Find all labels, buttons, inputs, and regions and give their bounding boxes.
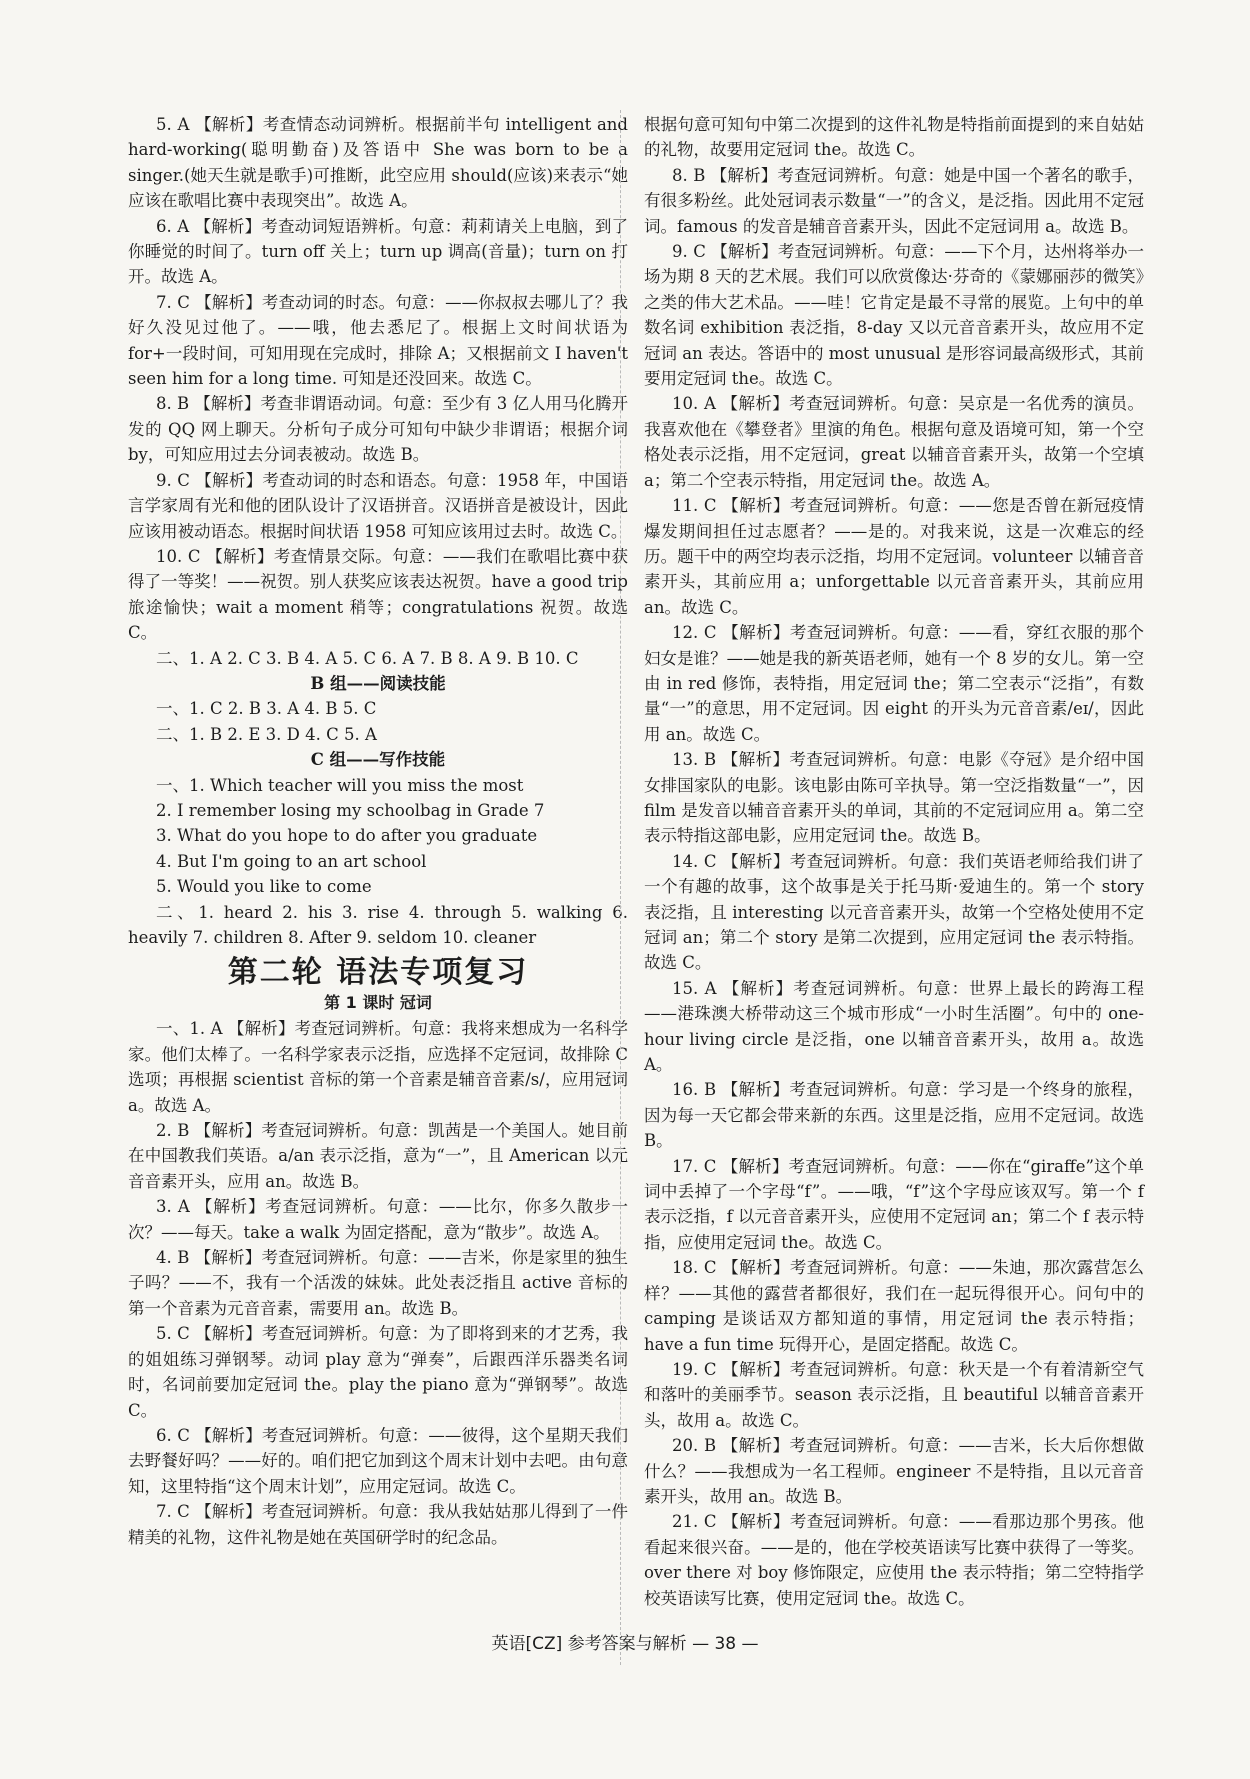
group-heading: C 组——写作技能 [310, 750, 446, 770]
answer-paragraph: 4. But I'm going to an art school [156, 851, 427, 871]
answer-paragraph: 一、1. A 【解析】考查冠词辨析。句意：我将来想成为一名科学家。他们太棒了。一名科学家表示泛指，应选择不定冠词，故排除 C 选项；再根据 scientist 音标的第一个音素是辅音音素/s/，应用冠词 a。故选 A。 [128, 1019, 628, 1115]
answer-paragraph: 9. C 【解析】考查冠词辨析。句意：——下个月，达州将举办一场为期 8 天的艺术展。我们可以欣赏像达·芬奇的《蒙娜丽莎的微笑》之类的伟大艺术品。——哇！它肯定是最不寻常的展览。上句中的单数名词 exhibition 表泛指，8-day 又以元音音素开头，故应用不定冠词 an 表达。答语中的 most unusual 是形容词最高级形式，其前要用定冠词 the。故选 C。 [644, 242, 1144, 389]
answer-paragraph: 4. B 【解析】考查冠词辨析。句意：——吉米，你是家里的独生子吗？——不，我有一个活泼的妹妹。此处表泛指且 active 音标的第一个音素为元音音素，需要用 an。故选 B。 [128, 1248, 628, 1318]
answer-paragraph: 2. I remember losing my schoolbag in Grade 7 [156, 800, 545, 820]
answer-paragraph: 二、1. A 2. C 3. B 4. A 5. C 6. A 7. B 8. A 9. B 10. C [156, 648, 579, 668]
answer-paragraph: 根据句意可知句中第二次提到的这件礼物是特指前面提到的来自姑姑的礼物，故要用定冠词 the。故选 C。 [644, 115, 1144, 160]
answer-paragraph: 15. A 【解析】考查冠词辨析。句意：世界上最长的跨海工程——港珠澳大桥带动这三个城市形成“一小时生活圈”。句中的 one-hour living circle 是泛指，one 以辅音音素开头，故用 a。故选 A。 [644, 978, 1144, 1075]
answer-paragraph: 10. C 【解析】考查情景交际。句意：——我们在歌唱比赛中获得了一等奖！——祝贺。别人获奖应该表达祝贺。have a good trip 旅途愉快；wait a moment 稍等；congratulations 祝贺。故选 C。 [128, 546, 628, 643]
answer-paragraph: 10. A 【解析】考查冠词辨析。句意：吴京是一名优秀的演员。我喜欢他在《攀登者》里演的角色。根据句意及语境可知，第一个空格处表示泛指，用不定冠词，great 以辅音音素开头，故第一个空填 a；第二个空表示特指，用定冠词 the。故选 A。 [644, 394, 1144, 490]
answer-paragraph: 二、1. heard 2. his 3. rise 4. through 5. walking 6. heavily 7. children 8. After 9. seldom 10. cleaner [128, 902, 628, 947]
answer-paragraph: 3. A 【解析】考查冠词辨析。句意：——比尔，你多久散步一次？——每天。take a walk 为固定搭配，意为“散步”。故选 A。 [128, 1197, 628, 1242]
answer-paragraph: 18. C 【解析】考查冠词辨析。句意：——朱迪，那次露营怎么样？——其他的露营者都很好，我们在一起玩得很开心。问句中的 camping 是谈话双方都知道的事情，用定冠词 the 表示特指；have a fun time 玩得开心，是固定搭配。故选 C。 [644, 1258, 1144, 1354]
answer-paragraph: 5. C 【解析】考查冠词辨析。句意：为了即将到来的才艺秀，我的姐姐练习弹钢琴。动词 play 意为“弹奏”，后跟西洋乐器类名词时，名词前要加定冠词 the。play the piano 意为“弹钢琴”。故选 C。 [128, 1324, 628, 1420]
answer-paragraph: 二、1. B 2. E 3. D 4. C 5. A [156, 724, 377, 744]
answer-paragraph: 3. What do you hope to do after you graduate [156, 826, 538, 846]
answer-paragraph: 9. C 【解析】考查动词的时态和语态。句意：1958 年，中国语言学家周有光和他的团队设计了汉语拼音。汉语拼音是被设计，因此应该用被动语态。根据时间状语 1958 可知应该用过去时。故选 C。 [128, 470, 628, 541]
group-heading: B 组——阅读技能 [310, 673, 446, 693]
answer-paragraph: 8. B 【解析】考查非谓语动词。句意：至少有 3 亿人用马化腾开发的 QQ 网上聊天。分析句子成分可知句中缺少非谓语；根据介词 by，可知应用过去分词表被动。故选 B。 [128, 394, 628, 465]
answer-paragraph: 5. A 【解析】考查情态动词辨析。根据前半句 intelligent and hard-working(聪明勤奋)及答语中 She was born to be a singer.(她天生就是歌手)可推断，此空应用 should(应该)来表示“她应该在歌唱比赛中表现突出”。故选 A。 [128, 115, 628, 211]
column-divider [620, 110, 621, 1665]
answer-paragraph: 13. B 【解析】考查冠词辨析。句意：电影《夺冠》是介绍中国女排国家队的电影。该电影由陈可辛执导。第一空泛指数量“一”，因 film 是发音以辅音音素开头的单词，其前的不定冠词应用 a。第二空表示特指这部电影，应用定冠词 the。故选 B。 [644, 750, 1144, 846]
answer-paragraph: 一、1. C 2. B 3. A 4. B 5. C [156, 699, 377, 719]
lesson-title: 第 1 课时 冠词 [324, 993, 432, 1013]
answer-paragraph: 11. C 【解析】考查冠词辨析。句意：——您是否曾在新冠疫情爆发期间担任过志愿者？——是的。对我来说，这是一次难忘的经历。题干中的两空均表示泛指，均用不定冠词。volunteer 以辅音音素开头，其前应用 a；unforgettable 以元音音素开头，其前应用 an。故选 C。 [644, 496, 1144, 617]
answer-paragraph: 5. Would you like to come [156, 877, 372, 897]
answer-paragraph: 7. C 【解析】考查冠词辨析。句意：我从我姑姑那儿得到了一件精美的礼物，这件礼物是她在英国研学时的纪念品。 [128, 1502, 628, 1547]
answer-paragraph: 6. A 【解析】考查动词短语辨析。句意：莉莉请关上电脑，到了你睡觉的时间了。turn off 关上；turn up 调高(音量)；turn on 打开。故选 A。 [128, 216, 628, 287]
answer-paragraph: 14. C 【解析】考查冠词辨析。句意：我们英语老师给我们讲了一个有趣的故事，这个故事是关于托马斯·爱迪生的。第一个 story 表泛指，且 interesting 以元音音素开头，故第一个空格处使用不定冠词 an；第二个 story 是第二次提到，应用定冠词 the 表示特指。故选 C。 [644, 851, 1144, 973]
answer-paragraph: 7. C 【解析】考查动词的时态。句意：——你叔叔去哪儿了？我好久没见过他了。——哦，他去悉尼了。根据上文时间状语为 for+一段时间，可知用现在完成时，排除 A；又根据前文 I haven't seen him for a long time. 可知是还没回来。故选 C。 [128, 292, 628, 389]
answer-paragraph: 12. C 【解析】考查冠词辨析。句意：——看，穿红衣服的那个妇女是谁？——她是我的新英语老师，她有一个 8 岁的女儿。第一空由 in red 修饰，表特指，用定冠词 the；第二空表示“泛指”，有数量“一”的意思，用不定冠词。因 eight 的开头为元音音素/eɪ/，因此用 an。故选 C。 [644, 623, 1144, 744]
answer-paragraph: 17. C 【解析】考查冠词辨析。句意：——你在“giraffe”这个单词中丢掉了一个字母“f”。——哦，“f”这个字母应该双写。第一个 f 表示泛指，f 以元音音素开头，应使用不定冠词 an；第二个 f 表示特指，应使用定冠词 the。故选 C。 [644, 1156, 1144, 1252]
answer-paragraph: 一、1. Which teacher will you miss the most [156, 775, 524, 795]
section-title: 第二轮 语法专项复习 [227, 955, 529, 991]
answer-paragraph: 16. B 【解析】考查冠词辨析。句意：学习是一个终身的旅程，因为每一天它都会带来新的东西。这里是泛指，应用不定冠词。故选 B。 [644, 1080, 1144, 1151]
right-column [644, 112, 1144, 1611]
page-footer: 英语[CZ] 参考答案与解析 — 38 — [491, 1634, 759, 1654]
answer-paragraph: 2. B 【解析】考查冠词辨析。句意：凯茜是一个美国人。她目前在中国教我们英语。a/an 表示泛指，意为“一”，且 American 以元音音素开头，应用 an。故选 B。 [128, 1121, 628, 1191]
answer-paragraph: 19. C 【解析】考查冠词辨析。句意：秋天是一个有着清新空气和落叶的美丽季节。season 表示泛指，且 beautiful 以辅音音素开头，故用 a。故选 C。 [644, 1359, 1144, 1430]
answer-paragraph: 21. C 【解析】考查冠词辨析。句意：——看那边那个男孩。他看起来很兴奋。——是的，他在学校英语读写比赛中获得了一等奖。over there 对 boy 修饰限定，应使用 the 表示特指；第二空特指学校英语读写比赛，使用定冠词 the。故选 C。 [644, 1512, 1144, 1608]
answer-paragraph: 8. B 【解析】考查冠词辨析。句意：她是中国一个著名的歌手，有很多粉丝。此处冠词表示数量“一”的含义，是泛指。因此用不定冠词。famous 的发音是辅音音素开头，因此不定冠词用 a。故选 B。 [644, 165, 1144, 236]
answer-paragraph: 20. B 【解析】考查冠词辨析。句意：——吉米，长大后你想做什么？——我想成为一名工程师。engineer 不是特指，且以元音音素开头，故用 an。故选 B。 [644, 1436, 1144, 1506]
answer-paragraph: 6. C 【解析】考查冠词辨析。句意：——彼得，这个星期天我们去野餐好吗？——好的。咱们把它加到这个周末计划中去吧。由句意知，这里特指“这个周末计划”，应用定冠词。故选 C。 [128, 1425, 628, 1496]
left-column [128, 112, 628, 1550]
